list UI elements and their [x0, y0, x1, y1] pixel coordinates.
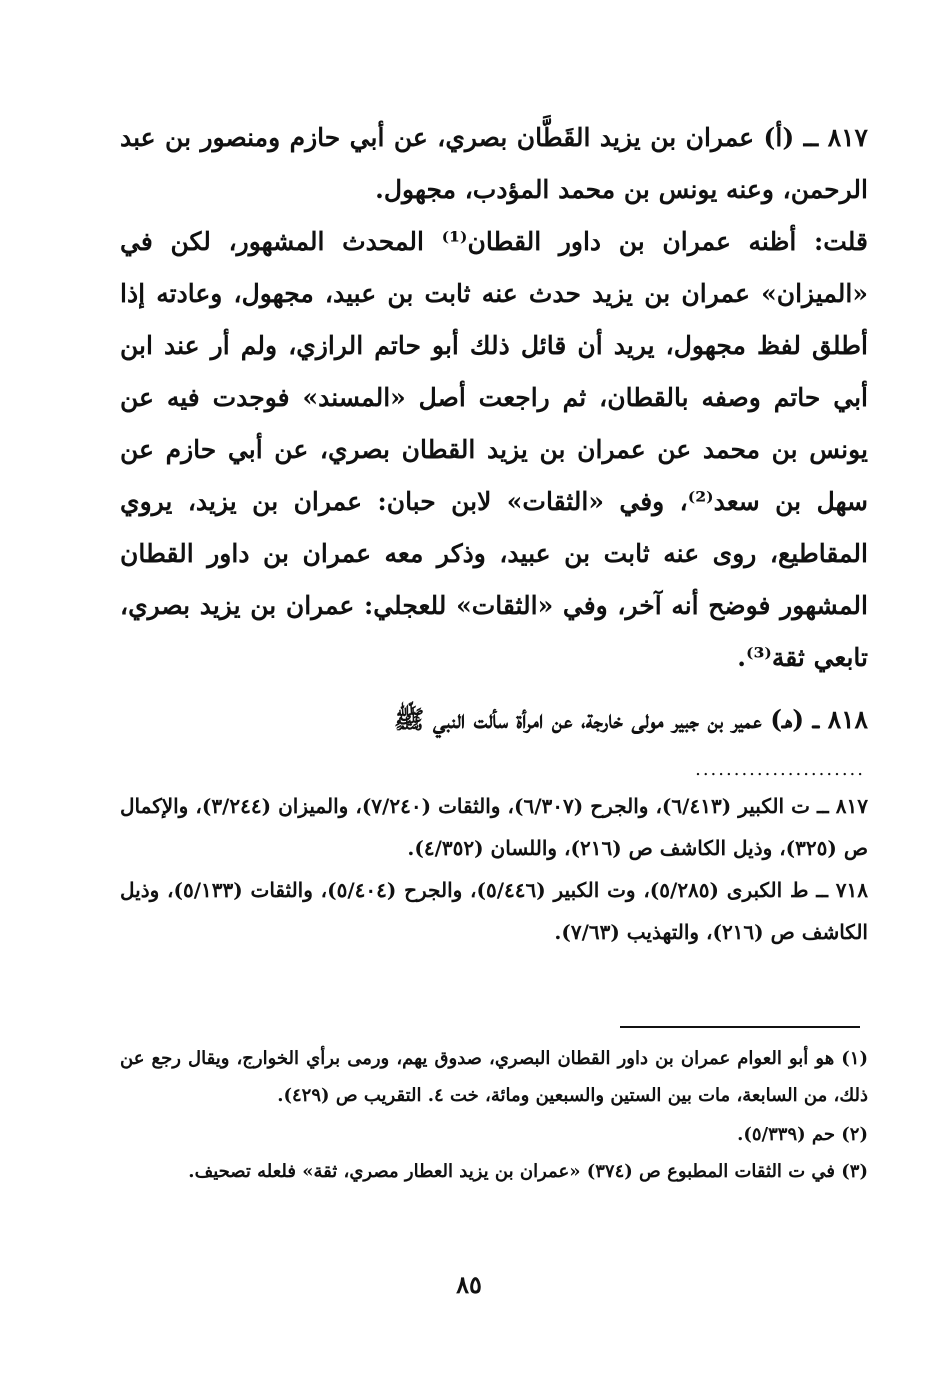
footnote-3: (٣) في ت الثقات المطبوع ص (٣٧٤) «عمران بن يزيد العطار مصري، ثقة» فلعله تصحيف. — [188, 1161, 868, 1182]
main-text — [120, 112, 868, 746]
source-817: ٨١٧ ــ ت الكبير (٦/٤١٣)، والجرح (٦/٣٠٧)، والثقات (٧/٢٤٠)، والميزان (٣/٢٤٤)، والإكمال ص (٣٢٥)، وذيل الكاشف ص (٢١٦)، واللسان (٤/٣٥٢). — [120, 794, 868, 860]
sources-block — [120, 785, 868, 953]
footnote-2: (٢) حم (٥/٣٣٩). — [737, 1124, 868, 1145]
footnote-separator — [620, 1026, 860, 1028]
footnotes — [120, 1040, 868, 1190]
entry-817-heading: ٨١٧ ــ (أ) عمران بن يزيد القَطَّان بصري، عن أبي حازم ومنصور بن عبد الرحمن، وعنه يونس بن محمد المؤدب، مجهول. — [120, 123, 868, 204]
page-number: ٨٥ — [456, 1270, 482, 1299]
sources-divider: ...................... — [695, 759, 865, 780]
entry-818-heading: ٨١٨ ــ (هـ) عمير بن جبير مولى خارجة، عن امرأة سألت النبي ﷺ — [393, 705, 868, 734]
footnote-1: (١) هو أبو العوام عمران بن داور القطان البصري، صدوق يهم، ورمى برأي الخوارج، ويقال رجع عن ذلك، من السابعة، مات بين الستين والسبعين ومائة، خت ٤. التقريب ص (٤٢٩). — [120, 1048, 868, 1106]
entry-817-commentary: قلت: أظنه عمران بن داور القطان⁽¹⁾ المحدث المشهور، لكن في «الميزان» عمران بن يزيد حدث عنه ثابت بن عبيد، مجهول، وعادته إذا أطلق لفظ مجهول، يريد أن قائل ذلك أبو حاتم الرازي، ولم أر عند ابن أبي حاتم وصفه بالقطان، ثم راجعت أصل «المسند» فوجدت فيه عن يونس بن محمد عن عمران بن يزيد القطان بصري، عن أبي حازم عن سهل بن سعد⁽²⁾، وفي «الثقات» لابن حبان: عمران بن يزيد، يروي المقاطيع، روى عنه ثابت بن عبيد، وذكر معه عمران بن داور القطان المشهور فوضح أنه آخر، وفي «الثقات» للعجلي: عمران بن يزيد بصري، تابعي ثقة⁽³⁾. — [120, 227, 868, 672]
source-818: ٧١٨ ــ ط الكبرى (٥/٢٨٥)، وت الكبير (٥/٤٤٦)، والجرح (٥/٤٠٤)، والثقات (٥/١٣٣)، وذيل الكاشف ص (٢١٦)، والتهذيب (٧/٦٣). — [120, 878, 868, 944]
